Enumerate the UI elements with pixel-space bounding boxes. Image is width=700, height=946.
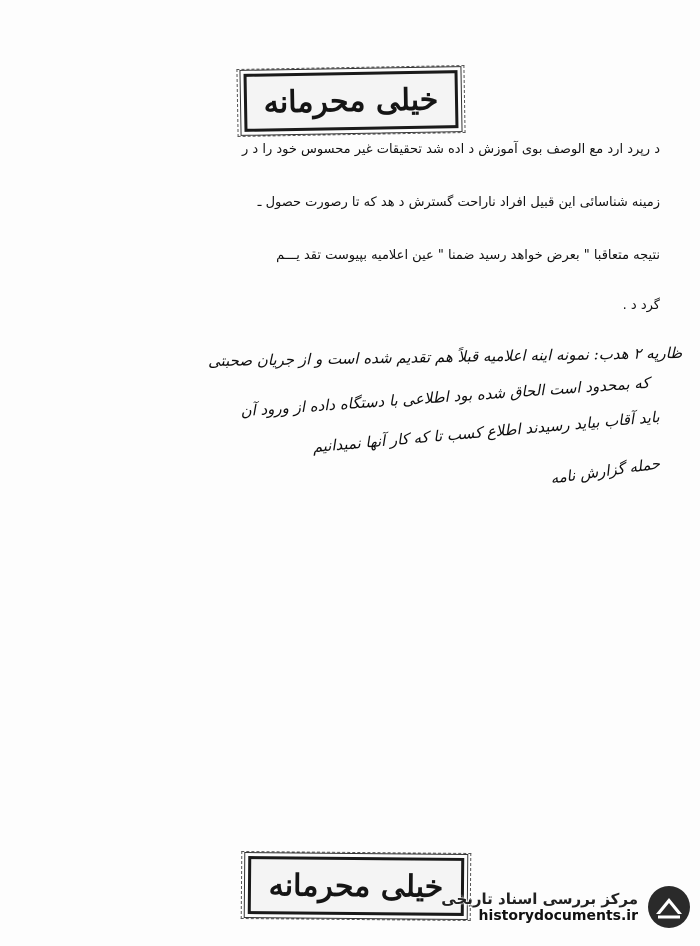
- watermark-text: [441, 890, 638, 924]
- typed-line-4: گرد د .: [622, 298, 660, 313]
- book-logo-icon: [646, 884, 692, 930]
- classification-stamp-top: [244, 70, 459, 132]
- handwritten-note-line-1: ظارپه ۲ هدب: نمونه اینه اعلامیه قبلاً هم تقدیم شده است و از جریان صحبتی: [207, 343, 683, 371]
- archive-watermark: [392, 876, 692, 938]
- handwritten-note-line-2: که بمحدود است الحاق شده بود اطلاعی با دستگاه داده از ورود آن: [240, 373, 651, 421]
- stamp-label-top: خیلی محرمانه: [263, 81, 439, 121]
- watermark-url: historydocuments.ir: [478, 908, 638, 924]
- typed-line-2: زمینه شناسائی این قبیل افراد ناراحت گسترش د هد که تا رصورت حصول ـ: [257, 195, 660, 210]
- typed-line-1: د رپرد ارد مع الوصف بوی آموزش د اده شد تحقیقات غیر محسوس خود را د ر: [242, 142, 660, 157]
- watermark-name: مرکز بررسی اسناد تاریخی: [441, 890, 638, 908]
- typed-line-3: نتیجه متعاقبا " بعرض خواهد رسید ضمنا " عین اعلامیه بپیوست تقد یـــم: [276, 248, 660, 263]
- handwritten-note-line-4: حمله گزارش نامه: [548, 454, 661, 488]
- stamp-label-bottom: خیلی محرمانه: [268, 867, 444, 905]
- handwritten-note-line-3: باید آقاب بیاید رسیدند اطلاع کسب تا که کار آنها نمیدانیم: [311, 407, 661, 457]
